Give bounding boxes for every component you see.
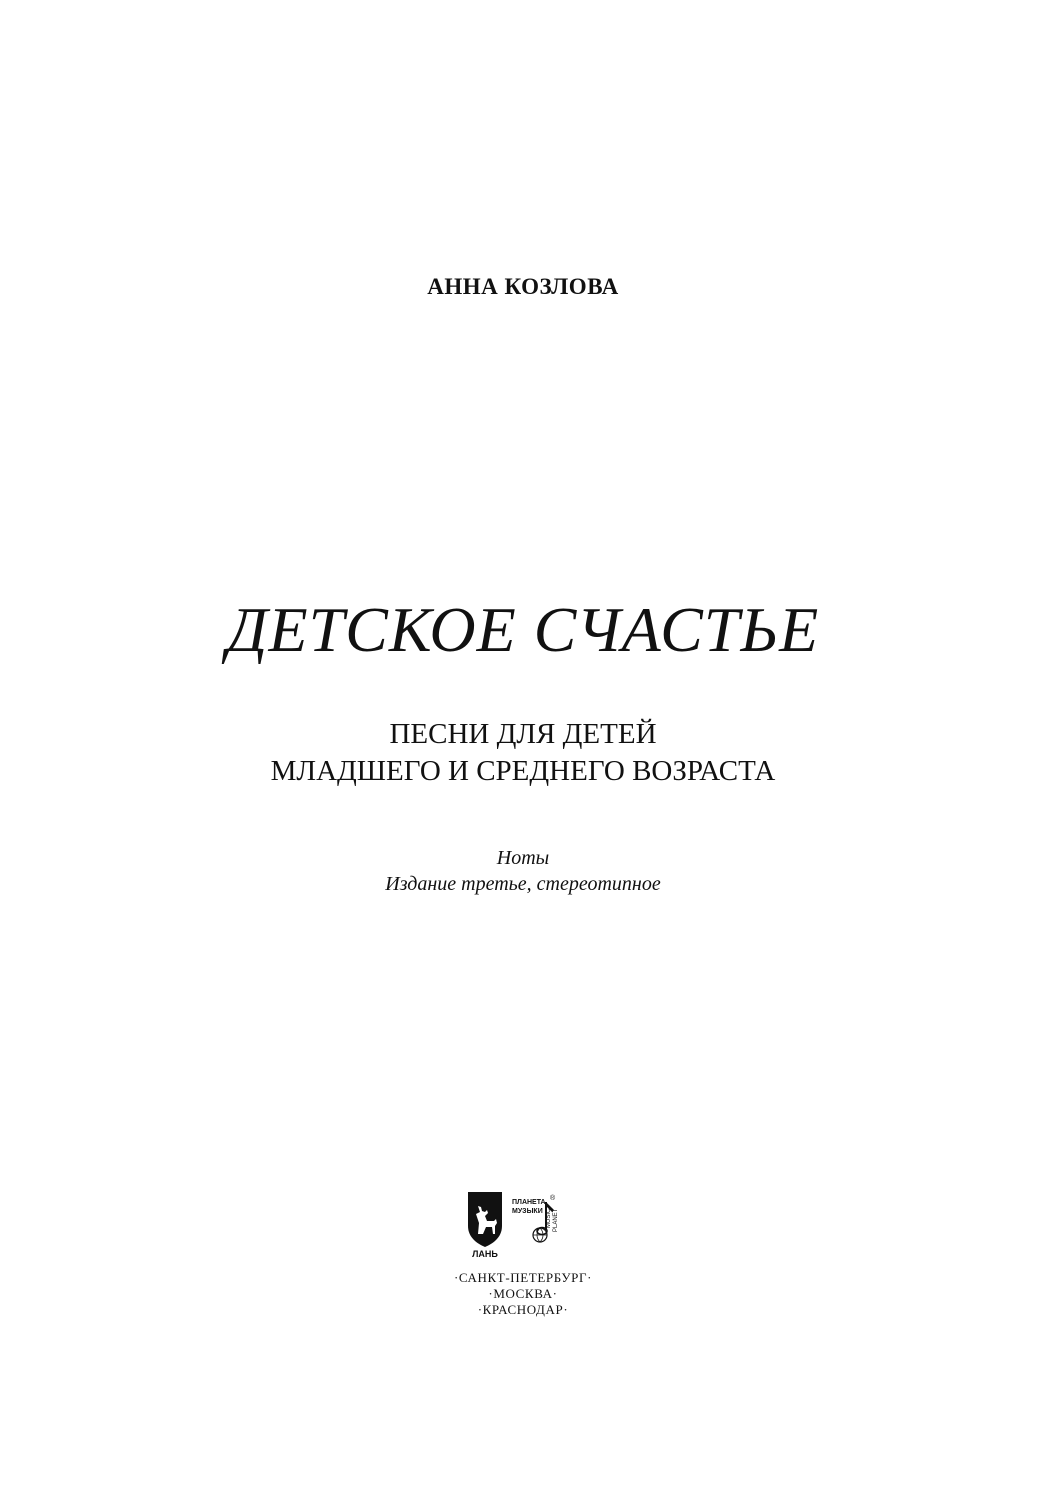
subtitle-line: ПЕСНИ ДЛЯ ДЕТЕЙ: [389, 718, 657, 750]
planet-logo-line: ПЛАНЕТА: [512, 1199, 546, 1206]
planeta-muzyki-logo-icon: [512, 1194, 559, 1242]
subtitle-line: МЛАДШЕГО И СРЕДНЕГО ВОЗРАСТА: [270, 755, 776, 787]
edition-notes: [0, 845, 1046, 897]
city-line: ·КРАСНОДАР·: [477, 1302, 569, 1317]
book-title: ДЕТСКОЕ СЧАСТЬЕ: [226, 594, 820, 665]
city-line: ·МОСКВА·: [488, 1286, 558, 1301]
lan-logo-text: ЛАНЬ: [472, 1249, 498, 1259]
registered-mark: ®: [550, 1195, 556, 1202]
lan-logo-icon: [468, 1192, 502, 1259]
book-subtitle: [0, 716, 1046, 790]
publisher-logos: [466, 1190, 596, 1260]
author-name: АННА КОЗЛОВА: [427, 274, 619, 299]
planet-logo-line: МУЗЫКИ: [512, 1208, 543, 1215]
notes-line: Ноты: [496, 847, 550, 869]
edition-line: Издание третье, стереотипное: [385, 873, 661, 895]
city-line: ·САНКТ-ПЕТЕРБУРГ·: [454, 1270, 592, 1285]
publisher-logos-svg: [466, 1190, 596, 1260]
music-planet-line: MUSIC: [546, 1208, 552, 1228]
publisher-cities: [0, 1270, 1046, 1318]
music-planet-line: PLANET: [553, 1208, 559, 1232]
